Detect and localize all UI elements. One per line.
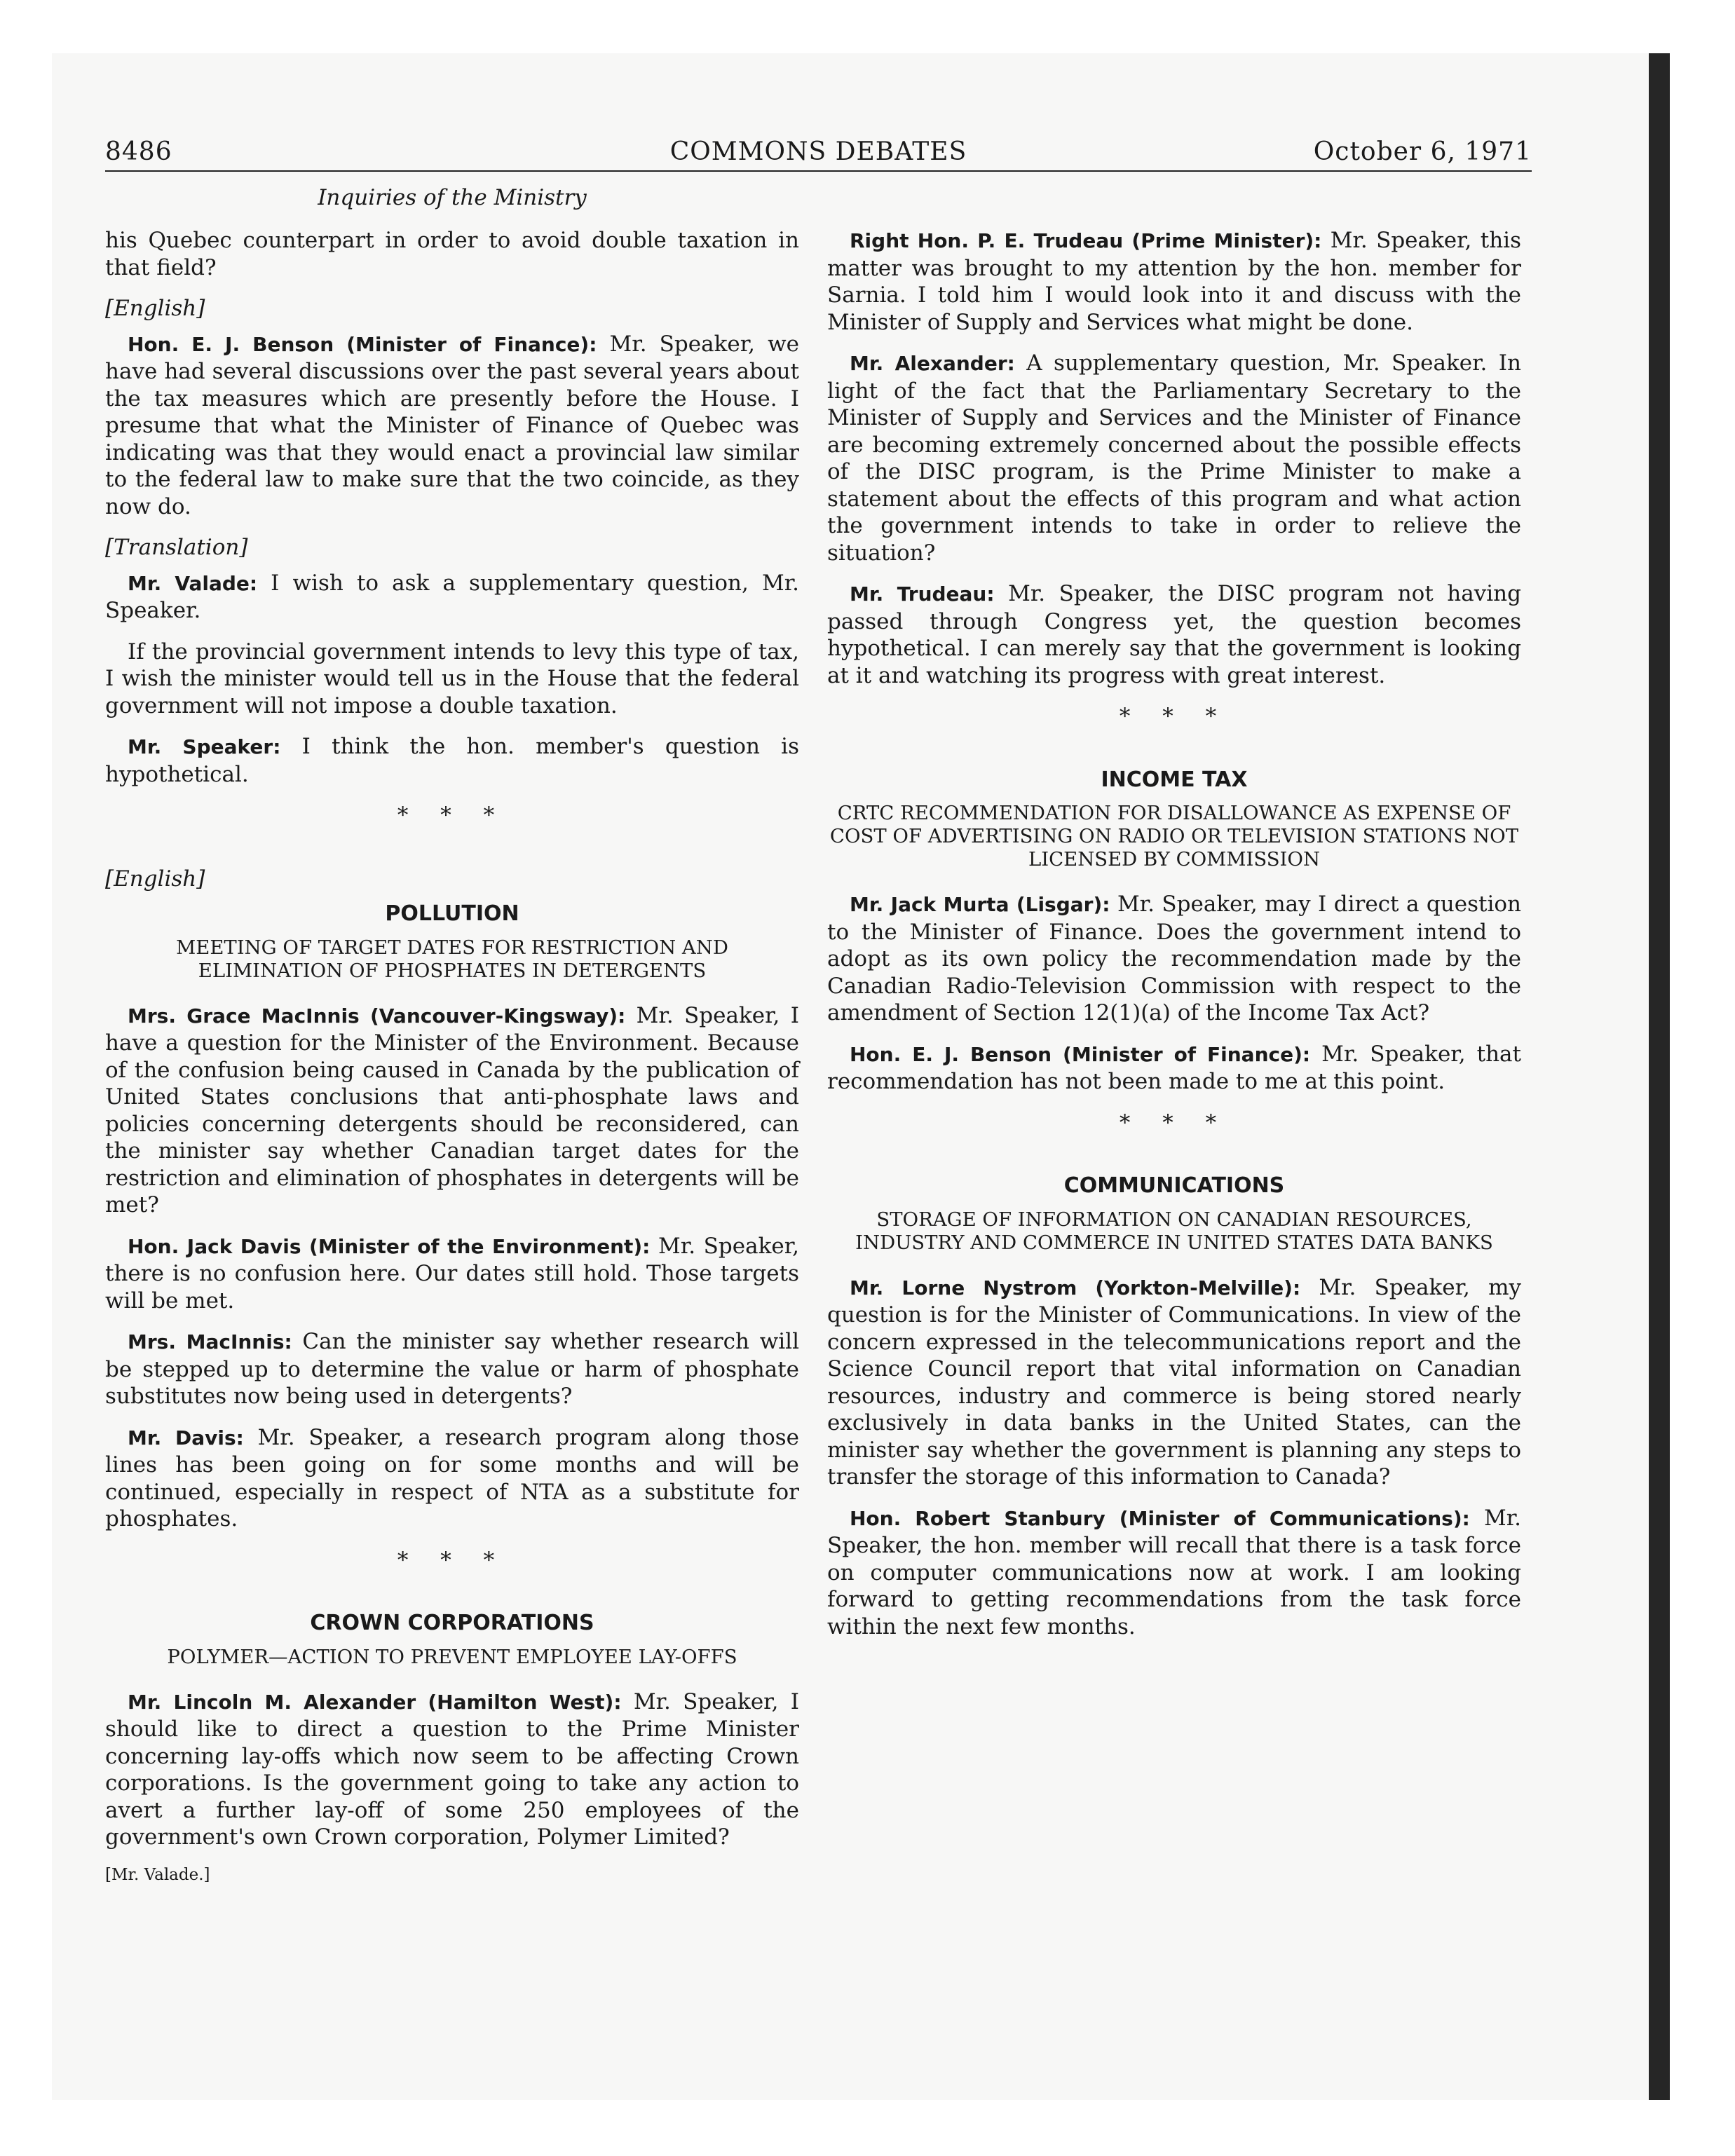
speech-text: I wish to ask a supplementary question, Mr. Speaker. xyxy=(105,570,799,623)
speaker-name: Mr. Valade: xyxy=(128,571,258,595)
right-column xyxy=(827,227,1521,1654)
paragraph xyxy=(105,331,799,521)
speaker-name: Mr. Trudeau: xyxy=(850,582,995,606)
paragraph xyxy=(827,350,1521,566)
speech-text: Mr. Speaker, this matter was brought to my attention by the hon. member for Sarnia. I told him I would look into it and discuss with the Minister of Supply and Services what might be done. xyxy=(827,228,1521,335)
section-subtitle: MEETING OF TARGET DATES FOR RESTRICTION AND ELIMINATION OF PHOSPHATES IN DETERGENTS xyxy=(176,936,728,982)
paragraph xyxy=(827,1274,1521,1491)
paragraph xyxy=(827,1041,1521,1096)
running-head: Inquiries of the Ministry xyxy=(318,185,587,210)
speaker-name: Hon. E. J. Benson (Minister of Finance): xyxy=(850,1042,1311,1066)
section-divider: * * * xyxy=(1119,704,1230,729)
speaker-name: Hon. E. J. Benson (Minister of Finance): xyxy=(128,332,597,356)
page-edge-shadow xyxy=(1649,53,1670,2100)
paragraph xyxy=(105,1688,799,1851)
paragraph xyxy=(105,1002,799,1219)
section-subtitle: POLYMER—ACTION TO PREVENT EMPLOYEE LAY-OFFS xyxy=(167,1645,737,1668)
section-subtitle: CRTC RECOMMENDATION FOR DISALLOWANCE AS EXPENSE OF COST OF ADVERTISING ON RADIO OR TELEVISION STATIONS NOT LICENSED BY COMMISSION xyxy=(829,802,1519,871)
section-divider: * * * xyxy=(397,803,508,828)
section-divider: * * * xyxy=(1119,1110,1230,1135)
speaker-name: Mr. Alexander: xyxy=(850,352,1015,375)
speech-text: Mr. Speaker, my question is for the Minister of Communications. In view of the concern expressed in the telecommunications report and the Science Council report that vital information on Canadian resources, industry and commerce is being stored nearly exclusively in data banks in the United States, can the minister say whether the government is planning any steps to transfer the storage of this information to Canada? xyxy=(827,1274,1521,1489)
speech-text: A supplementary question, Mr. Speaker. In light of the fact that the Parliamentary Secretary to the Minister of Supply and Services and the Minister of Finance are becoming extremely concerned about the possible effects of the DISC program, is the Prime Minister to make a statement about the effects of this program and what action the government intends to take in order to relieve the situation? xyxy=(827,350,1522,566)
speech-text: Mr. Speaker, the hon. member will recall that there is a task force on computer communications now at work. I am looking forward to getting recommendations from the task force within the next few months. xyxy=(827,1505,1521,1639)
speech-text: Mr. Speaker, I have a question for the Minister of the Environment. Because of the confusion being caused in Canada by the publication of United States conclusions that anti-phosphate laws and policies concerning detergents should be reconsidered, can the minister say whether Canadian target dates for the restriction and elimination of phosphates in detergents will be met? xyxy=(105,1002,799,1217)
speech-text: Mr. Speaker, may I direct a question to the Minister of Finance. Does the government intend to adopt as its own policy the recommendation made by the Canadian Radio-Television Commission with respect to the amendment of Section 12(1)(a) of the Income Tax Act? xyxy=(827,892,1521,1025)
speech-text: Can the minister say whether research will be stepped up to determine the value or harm of phosphate substitutes now being used in detergents? xyxy=(105,1329,799,1409)
section-subtitle: STORAGE OF INFORMATION ON CANADIAN RESOURCES, INDUSTRY AND COMMERCE IN UNITED STATES DATA BANKS xyxy=(855,1208,1493,1254)
speaker-name: Mr. Lincoln M. Alexander (Hamilton West): xyxy=(128,1690,622,1714)
page-header xyxy=(105,138,1532,172)
section-title: COMMUNICATIONS xyxy=(1063,1173,1285,1198)
section-title: INCOME TAX xyxy=(1101,767,1248,792)
speech-text: Mr. Speaker, we have had several discussions over the past several years about the tax measures which are presently before the House. I presume that what the Minister of Finance of Quebec was indicating was that they would enact a provincial law similar to the federal law to make sure that the two coincide, as they now do. xyxy=(105,331,799,519)
page-number: 8486 xyxy=(105,137,172,166)
section-title: CROWN CORPORATIONS xyxy=(310,1611,594,1635)
footnote: [Mr. Valade.] xyxy=(105,1865,210,1884)
paragraph xyxy=(105,1424,799,1533)
speaker-name: Mr. Davis: xyxy=(128,1426,244,1449)
section-title: POLLUTION xyxy=(385,901,519,926)
paragraph: If the provincial government intends to levy this type of tax, I wish the minister would tell us in the House that the federal government will not impose a double taxation. xyxy=(105,639,799,718)
paragraph xyxy=(827,227,1521,336)
speech-text: Mr. Speaker, the DISC program not having passed through Congress yet, the question becomes hypothetical. I can merely say that the government is looking at it and watching its progress with great interest. xyxy=(827,581,1521,688)
speaker-name: Right Hon. P. E. Trudeau (Prime Minister): xyxy=(850,229,1322,252)
language-marker: [English] xyxy=(105,866,205,892)
paragraph xyxy=(827,891,1521,1027)
paragraph: his Quebec counterpart in order to avoid double taxation in that field? xyxy=(105,228,799,280)
paragraph xyxy=(827,1505,1521,1641)
paragraph xyxy=(105,570,799,625)
paragraph xyxy=(827,580,1521,689)
speaker-name: Hon. Jack Davis (Minister of the Environment): xyxy=(128,1234,651,1258)
speaker-name: Mrs. MacInnis: xyxy=(128,1330,292,1353)
language-marker: [Translation] xyxy=(105,535,248,560)
speech-text: Mr. Speaker, a research program along those lines has been going on for some months and will be continued, especially in respect of NTA as a substitute for phosphates. xyxy=(105,1424,799,1531)
speaker-name: Mr. Speaker: xyxy=(128,735,281,758)
publication-title: COMMONS DEBATES xyxy=(669,137,967,166)
section-divider: * * * xyxy=(397,1547,508,1573)
speech-text: I think the hon. member's question is hypothetical. xyxy=(105,734,799,787)
language-marker: [English] xyxy=(105,296,205,321)
speech-text: Mr. Speaker, that recommendation has not been made to me at this point. xyxy=(827,1041,1521,1094)
speaker-name: Mr. Jack Murta (Lisgar): xyxy=(850,893,1110,916)
left-column xyxy=(105,227,799,1899)
paragraph xyxy=(105,733,799,788)
speaker-name: Mr. Lorne Nystrom (Yorkton-Melville): xyxy=(850,1276,1301,1299)
paragraph xyxy=(105,1328,799,1410)
speaker-name: Mrs. Grace MacInnis (Vancouver-Kingsway): xyxy=(128,1004,626,1028)
publication-date: October 6, 1971 xyxy=(1313,137,1532,166)
speaker-name: Hon. Robert Stanbury (Minister of Communications): xyxy=(850,1506,1470,1530)
speech-text: Mr. Speaker, I should like to direct a question to the Prime Minister concerning lay-offs which now seem to be affecting Crown corporations. Is the government going to take any action to avert a further lay-off of some 250 employees of the government's own Crown corporation, Polymer Limited? xyxy=(105,1688,799,1850)
paragraph xyxy=(105,1233,799,1315)
speech-text: Mr. Speaker, there is no confusion here. Our dates still hold. Those targets will be met. xyxy=(105,1233,799,1314)
